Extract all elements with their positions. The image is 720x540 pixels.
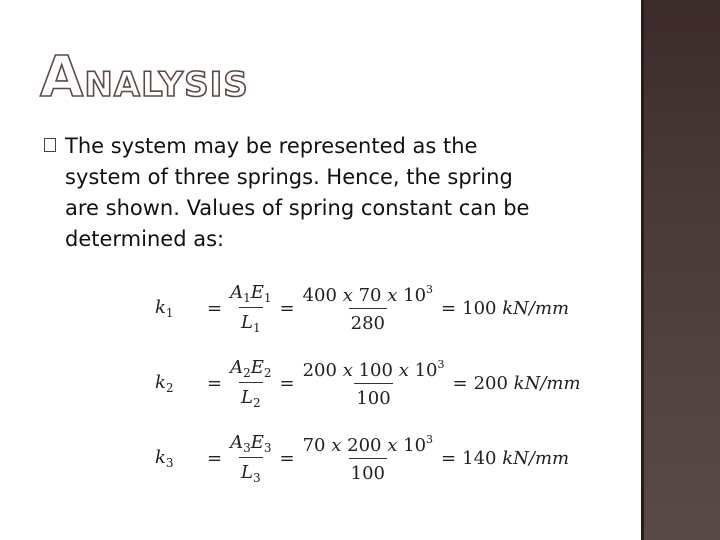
title-rest: NALYSIS (84, 65, 249, 105)
symbolic-fraction: $\frac{A_3E_3}{L_3}$ (230, 432, 272, 485)
equation-result: 140 kN/mm (462, 448, 570, 469)
symbolic-fraction: $\frac{A_2E_2}{L_2}$ (230, 357, 272, 410)
equation-k1: $k_1$ = $\frac{A_1E_1}{L_1}$ = $\frac{400 x 70 x 10^3}{280}$ = 100 kN/mm (155, 282, 570, 335)
numeric-fraction: $\frac{400 x 70 x 10^3}{280}$ (302, 283, 434, 334)
bullet-text (64, 131, 604, 255)
bullet-box-icon (44, 138, 56, 152)
bullet-line: determined as: (65, 227, 225, 251)
numeric-fraction: $\frac{70 x 200 x 10^3}{100}$ (302, 433, 434, 484)
bullet-line: The system may be represented as the (65, 134, 478, 158)
numeric-fraction: $\frac{200 x 100 x 10^3}{100}$ (302, 358, 445, 409)
bullet-line: are shown. Values of spring constant can be (65, 196, 530, 220)
equation-result: 200 kN/mm (473, 373, 581, 394)
bullet-paragraph (44, 131, 604, 255)
bullet-line: system of three springs. Hence, the spring (65, 165, 513, 189)
side-decoration-bar (641, 0, 720, 540)
equation-lhs: $k_3$ (155, 447, 174, 470)
equation-result: 100 kN/mm (462, 298, 570, 319)
equation-lhs: $k_2$ (155, 372, 174, 395)
equation-k2: $k_2$ = $\frac{A_2E_2}{L_2}$ = $\frac{200 x 100 x 10^3}{100}$ = 200 kN/mm (155, 357, 581, 410)
equation-lhs: $k_1$ (155, 297, 174, 320)
symbolic-fraction: $\frac{A_1E_1}{L_1}$ (230, 282, 272, 335)
title-first-letter: A (40, 45, 85, 110)
equation-k3: $k_3$ = $\frac{A_3E_3}{L_3}$ = $\frac{70 x 200 x 10^3}{100}$ = 140 kN/mm (155, 432, 570, 485)
slide-title (40, 45, 249, 110)
